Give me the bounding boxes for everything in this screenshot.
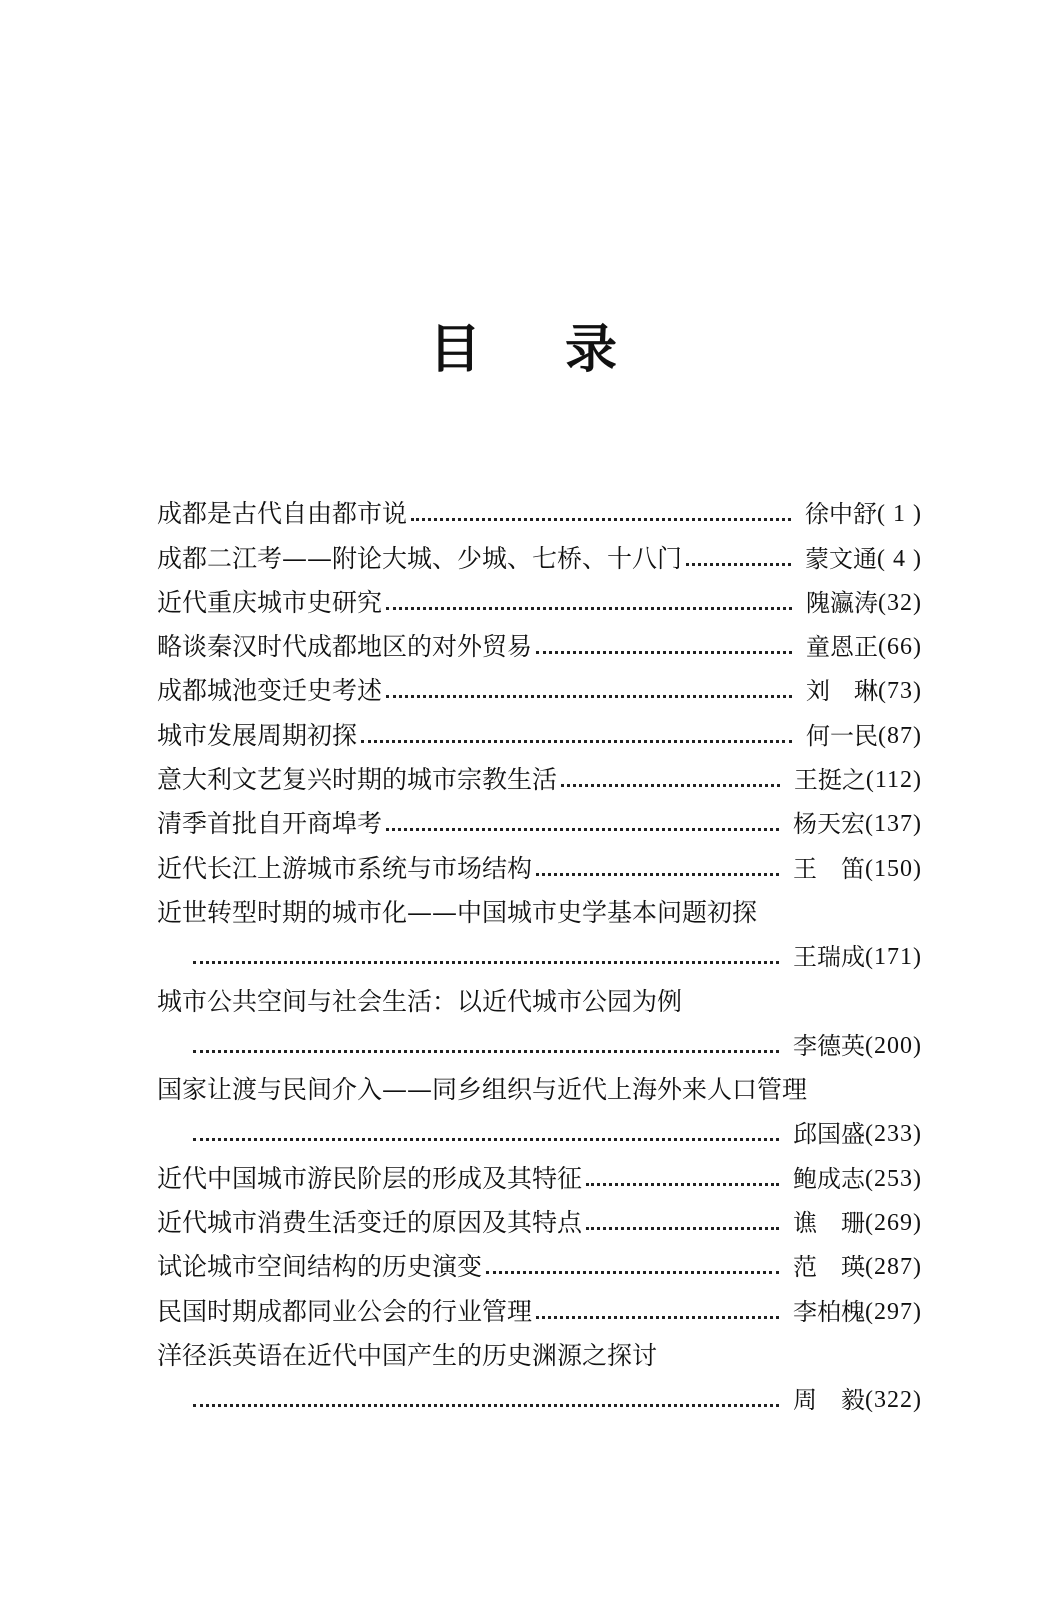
toc-entry-title: 试论城市空间结构的历史演变	[157, 1252, 483, 1282]
toc-entry-page: (171)	[865, 944, 922, 971]
dot-leader	[193, 961, 779, 964]
toc-entry-author: 徐中舒	[805, 500, 878, 529]
toc-entry-leader-line[interactable]	[157, 1105, 922, 1149]
page-title: 目录	[428, 319, 701, 380]
toc-entry-title: 洋径浜英语在近代中国产生的历史渊源之探讨	[157, 1340, 658, 1370]
toc-entry-title: 国家让渡与民间介入——同乡组织与近代上海外来人口管理	[157, 1075, 808, 1105]
toc-entry-title: 成都是古代自由都市说	[157, 499, 408, 529]
toc-entry-page: (73)	[878, 678, 922, 705]
toc-entry-author: 刘 琳	[806, 677, 879, 706]
dot-leader	[536, 651, 792, 654]
toc-entry-author: 童恩正	[806, 633, 879, 662]
toc-entry-author: 王挺之	[793, 766, 866, 795]
toc-entry-page: ( 4 )	[877, 545, 922, 572]
toc-entry-title: 民国时期成都同业公会的行业管理	[157, 1296, 533, 1326]
toc-entry[interactable]	[157, 1238, 922, 1282]
toc-entry[interactable]	[157, 795, 922, 839]
toc-entry-leader-line[interactable]	[157, 928, 922, 972]
toc-entry-page: (87)	[878, 722, 922, 749]
dot-leader	[386, 607, 792, 610]
toc-entry-page: (322)	[865, 1387, 922, 1414]
toc-entry-title: 略谈秦汉时代成都地区的对外贸易	[157, 632, 533, 662]
toc-entry-author: 王 笛	[793, 854, 866, 883]
toc-entry[interactable]	[157, 1149, 922, 1193]
toc-entry-page: (287)	[865, 1254, 922, 1281]
toc-entry-author: 邱国盛	[793, 1120, 866, 1149]
toc-entry-author: 王瑞成	[793, 943, 866, 972]
toc-entry-title-line[interactable]	[157, 884, 922, 928]
toc-entry-page: (66)	[878, 634, 922, 661]
toc-entry-title: 成都城池变迁史考述	[157, 676, 383, 706]
toc-entry-page: ( 1 )	[877, 501, 922, 528]
toc-entry-title: 近代城市消费生活变迁的原因及其特点	[157, 1208, 583, 1238]
toc-entry-title: 近世转型时期的城市化——中国城市史学基本问题初探	[157, 897, 758, 927]
toc-entry[interactable]	[157, 574, 922, 618]
dot-leader	[411, 518, 791, 521]
toc-entry-title: 意大利文艺复兴时期的城市宗教生活	[157, 765, 558, 795]
dot-leader	[586, 1183, 779, 1186]
toc-entry-author: 范 瑛	[793, 1253, 866, 1282]
toc-entry-page: (200)	[865, 1032, 922, 1059]
toc-entry-page: (253)	[865, 1165, 922, 1192]
dot-leader	[536, 1316, 779, 1319]
toc-entry-page: (233)	[865, 1121, 922, 1148]
toc-entry-title: 近代长江上游城市系统与市场结构	[157, 853, 533, 883]
toc-entry[interactable]	[157, 662, 922, 706]
dot-leader	[561, 784, 780, 787]
toc-entry-page: (269)	[865, 1210, 922, 1237]
toc-entry-page: (297)	[865, 1298, 922, 1325]
toc-entry[interactable]	[157, 1194, 922, 1238]
toc-entry-author: 隗瀛涛	[806, 588, 879, 617]
dot-leader	[486, 1271, 779, 1274]
toc-entry-author: 李柏槐	[793, 1297, 866, 1326]
toc-entry-author: 李德英	[793, 1031, 866, 1060]
dot-leader	[193, 1050, 779, 1053]
toc-entry-author: 周 毅	[793, 1386, 866, 1415]
toc-entry[interactable]	[157, 618, 922, 662]
toc-entry-author: 谯 珊	[793, 1209, 866, 1238]
toc-entry-page: (137)	[865, 811, 922, 838]
dot-leader	[586, 1227, 779, 1230]
dot-leader	[193, 1138, 779, 1141]
toc-entry-author: 何一民	[806, 721, 879, 750]
toc-entry[interactable]	[157, 1282, 922, 1326]
toc-entry-leader-line[interactable]	[157, 1371, 922, 1415]
toc-entry[interactable]	[157, 706, 922, 750]
dot-leader	[193, 1404, 779, 1407]
toc-entry[interactable]	[157, 751, 922, 795]
toc-entry-page: (32)	[878, 589, 922, 616]
toc-entry-page: (112)	[865, 767, 922, 794]
dot-leader	[536, 873, 779, 876]
toc-entry-author: 蒙文通	[805, 544, 878, 573]
toc-entry-title-line[interactable]	[157, 972, 922, 1016]
table-of-contents	[157, 485, 922, 1415]
toc-entry-leader-line[interactable]	[157, 1017, 922, 1061]
toc-entry-page: (150)	[865, 855, 922, 882]
dot-leader	[361, 740, 792, 743]
toc-entry-title-line[interactable]	[157, 1061, 922, 1105]
dot-leader	[386, 828, 779, 831]
toc-entry-author: 杨天宏	[793, 810, 866, 839]
toc-entry[interactable]	[157, 839, 922, 883]
dot-leader	[386, 695, 792, 698]
dot-leader	[686, 563, 791, 566]
toc-entry-title: 清季首批自开商埠考	[157, 809, 383, 839]
toc-entry-title: 近代中国城市游民阶层的形成及其特征	[157, 1163, 583, 1193]
toc-entry-author: 鲍成志	[793, 1164, 866, 1193]
toc-entry-title: 城市公共空间与社会生活：以近代城市公园为例	[157, 986, 683, 1016]
toc-entry-title: 近代重庆城市史研究	[157, 587, 383, 617]
toc-entry-title: 成都二江考——附论大城、少城、七桥、十八门	[157, 543, 683, 573]
toc-entry-title-line[interactable]	[157, 1327, 922, 1371]
toc-entry[interactable]	[157, 485, 922, 529]
toc-entry-title: 城市发展周期初探	[157, 720, 358, 750]
toc-entry[interactable]	[157, 529, 922, 573]
